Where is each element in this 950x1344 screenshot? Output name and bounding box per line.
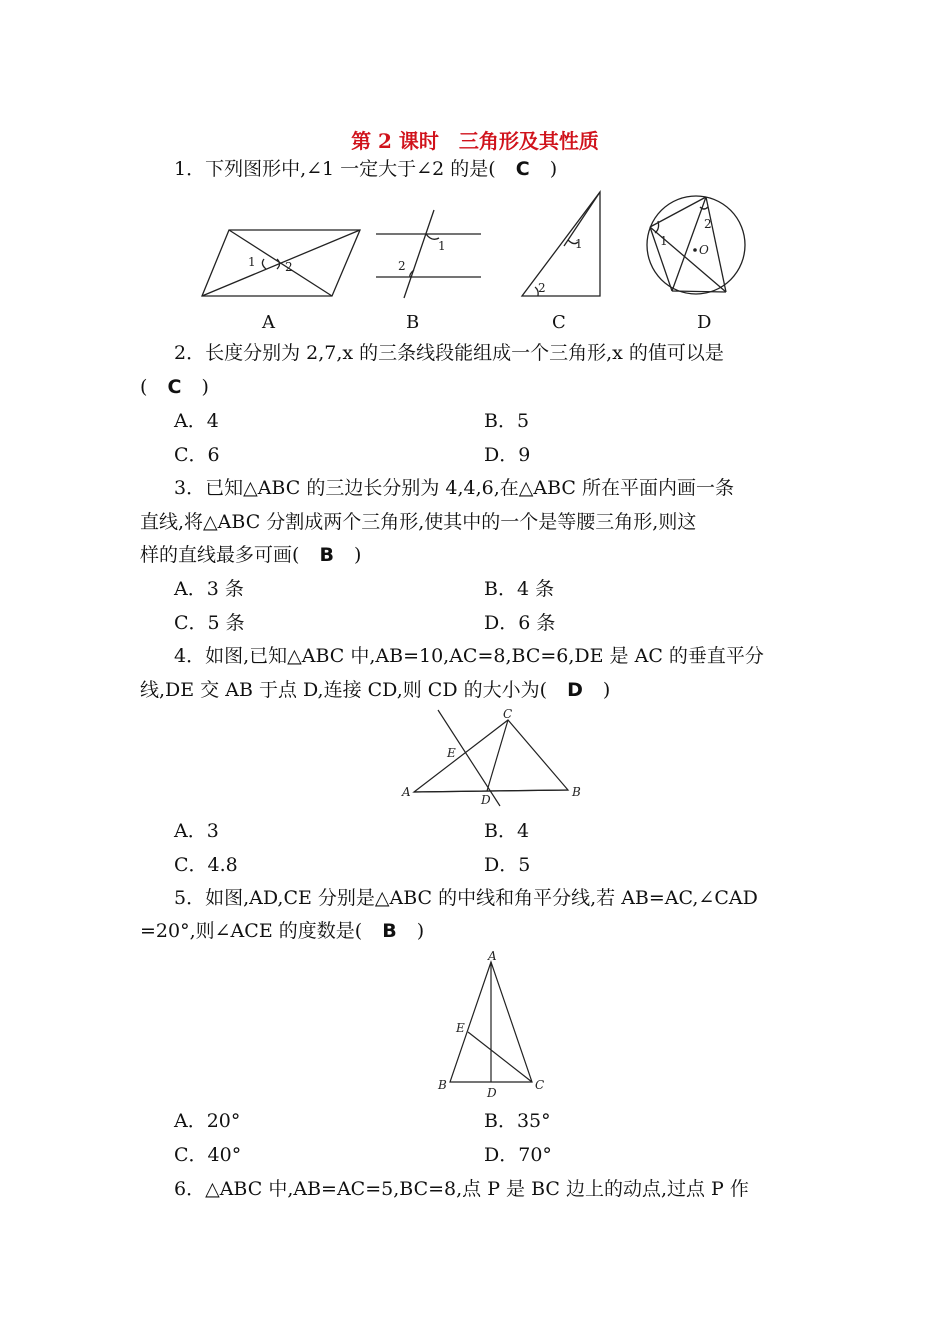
q1-stem: 1．下列图形中,∠1 一定大于∠2 的是(	[174, 158, 496, 180]
fig-d-angle-1: 1	[660, 234, 668, 248]
figure-c-label: C	[552, 312, 566, 333]
q5-answer: B	[382, 920, 397, 942]
q1-close: )	[549, 158, 558, 180]
q2-option-c: C．6	[174, 444, 220, 466]
q5-label-b: B	[438, 1078, 447, 1092]
q1-answer: C	[515, 158, 530, 180]
q3-option-d: D．6 条	[484, 612, 556, 634]
q4-line2	[140, 681, 610, 700]
figure-d-label: D	[697, 312, 712, 333]
q5-close: )	[416, 920, 425, 942]
q2-option-a: A．4	[174, 410, 219, 432]
figure-d	[646, 195, 756, 305]
q3-answer: B	[319, 544, 334, 566]
figure-a	[202, 228, 372, 308]
q5-option-a: A．20°	[174, 1110, 241, 1132]
q4-label-b: B	[572, 785, 581, 799]
fig-d-center-o: O	[699, 243, 709, 257]
q5-line2	[140, 922, 424, 941]
q4-answer: D	[567, 679, 583, 701]
figure-b	[376, 210, 486, 320]
q5-figure	[436, 950, 556, 1100]
q4-figure	[402, 708, 592, 808]
fig-d-angle-2: 2	[704, 217, 712, 231]
figure-b-label: B	[406, 312, 420, 333]
fig-b-angle-1: 1	[438, 239, 446, 253]
fig-c-angle-2: 2	[538, 281, 546, 295]
fig-c-angle-1: 1	[575, 237, 583, 251]
fig-b-angle-2: 2	[398, 259, 406, 273]
q2-answer: C	[167, 376, 182, 398]
q4-label-e: E	[447, 746, 456, 760]
fig-a-angle-2: 2	[285, 260, 293, 274]
q4-option-b: B．4	[484, 820, 530, 842]
figure-c	[520, 190, 610, 300]
q2-close: )	[201, 376, 209, 398]
q5-line1: 5．如图,AD,CE 分别是△ABC 的中线和角平分线,若 AB=AC,∠CAD	[174, 887, 758, 909]
figure-a-label: A	[262, 312, 275, 333]
q5-label-d: D	[487, 1086, 497, 1100]
q4-stem-end: 线,DE 交 AB 于点 D,连接 CD,则 CD 的大小为(	[140, 679, 548, 701]
q4-option-c: C．4.8	[174, 854, 238, 876]
q1-stem-line	[174, 160, 557, 179]
q4-line1: 4．如图,已知△ABC 中,AB=10,AC=8,BC=6,DE 是 AC 的垂直平分	[174, 645, 764, 667]
q5-stem-end: =20°,则∠ACE 的度数是(	[140, 920, 363, 942]
q4-label-d: D	[481, 793, 491, 807]
fig-a-angle-1: 1	[248, 255, 256, 269]
q2-line2	[140, 378, 209, 397]
q6-line1: 6．△ABC 中,AB=AC=5,BC=8,点 P 是 BC 边上的动点,过点 P 作	[174, 1178, 749, 1200]
q2-option-d: D．9	[484, 444, 531, 466]
q4-option-d: D．5	[484, 854, 531, 876]
q3-close: )	[354, 544, 362, 566]
q3-line2: 直线,将△ABC 分割成两个三角形,使其中的一个是等腰三角形,则这	[140, 511, 697, 533]
q5-option-c: C．40°	[174, 1144, 242, 1166]
q4-option-a: A．3	[174, 820, 219, 842]
q3-option-a: A．3 条	[174, 578, 244, 600]
q5-label-a: A	[488, 949, 497, 963]
q5-label-e: E	[456, 1021, 465, 1035]
q5-option-b: B．35°	[484, 1110, 551, 1132]
q2-line1: 2．长度分别为 2,7,x 的三条线段能组成一个三角形,x 的值可以是	[174, 342, 724, 364]
q4-label-c: C	[503, 707, 513, 721]
q5-option-d: D．70°	[484, 1144, 552, 1166]
q3-option-b: B．4 条	[484, 578, 555, 600]
q3-line1: 3．已知△ABC 的三边长分别为 4,4,6,在△ABC 所在平面内画一条	[174, 477, 734, 499]
q3-stem-end: 样的直线最多可画(	[140, 544, 300, 566]
q2-open: (	[140, 376, 148, 398]
q3-option-c: C．5 条	[174, 612, 245, 634]
q4-close: )	[602, 679, 611, 701]
q5-label-c: C	[535, 1078, 545, 1092]
q3-line3	[140, 546, 361, 565]
q2-option-b: B．5	[484, 410, 530, 432]
lesson-title: 第 2 课时 三角形及其性质	[351, 129, 599, 153]
q4-label-a: A	[402, 785, 411, 799]
